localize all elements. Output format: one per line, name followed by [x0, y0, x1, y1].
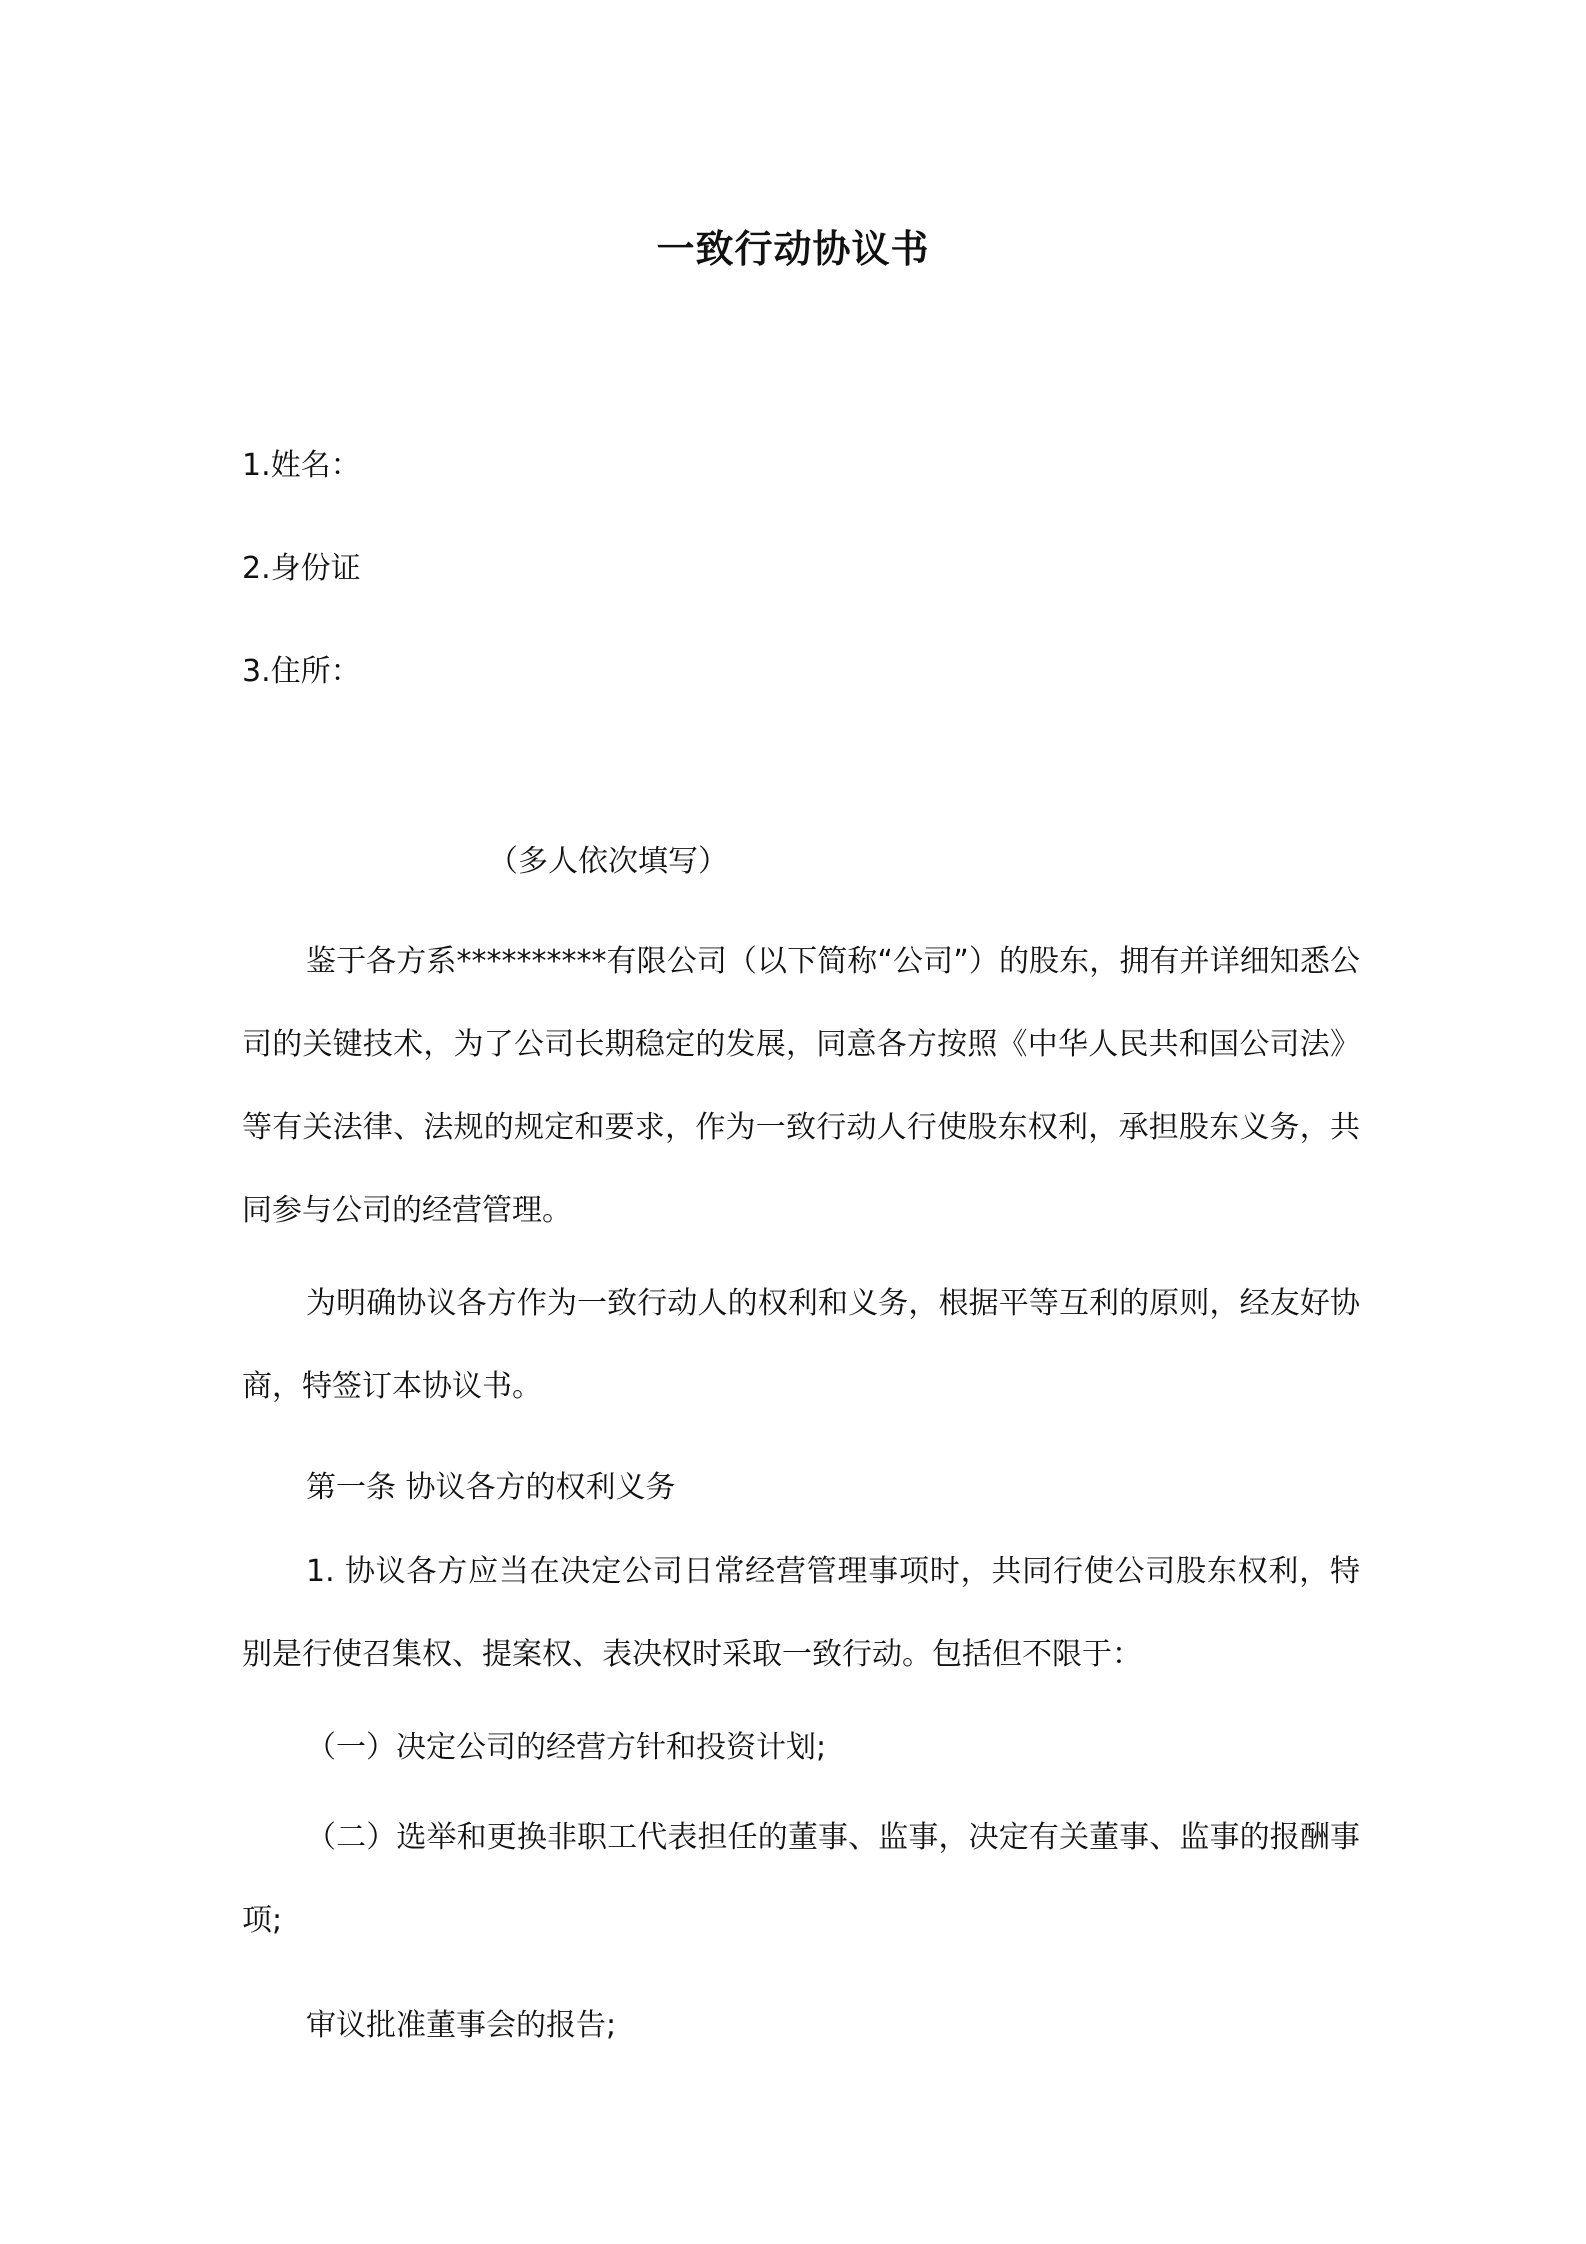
clause-1-paragraph: 1. 协议各方应当在决定公司日常经营管理事项时，共同行使公司股东权利，特别是行使召集权、提案权、表决权时采取一致行动。包括但不限于：: [242, 1554, 1360, 1672]
purpose-paragraph: 为明确协议各方作为一致行动人的权利和义务，根据平等互利的原则，经友好协商，特签订本协议书。: [242, 1286, 1360, 1404]
address-field-label: 3.住所：: [242, 654, 361, 689]
article-1-heading: 第一条 协议各方的权利义务: [306, 1470, 676, 1505]
clause-item-2: （二）选举和更换非职工代表担任的董事、监事，决定有关董事、监事的报酬事项;: [242, 1820, 1360, 1938]
clause-item-1: （一）决定公司的经营方针和投资计划;: [306, 1730, 827, 1765]
id-card-field-label: 2.身份证: [242, 551, 361, 586]
name-field-label: 1.姓名：: [242, 448, 361, 483]
fill-in-note: （多人依次填写）: [488, 844, 728, 879]
document-title: 一致行动协议书: [656, 227, 930, 271]
recital-paragraph: 鉴于各方系**********有限公司（以下简称“公司”）的股东，拥有并详细知悉公司的关键技术，为了公司长期稳定的发展，同意各方按照《中华人民共和国公司法》等有关法律、法规的规定和要求，作为一致行动人行使股东权利，承担股东义务，共同参与公司的经营管理。: [242, 944, 1360, 1228]
clause-item-3: 审议批准董事会的报告;: [306, 2008, 617, 2043]
